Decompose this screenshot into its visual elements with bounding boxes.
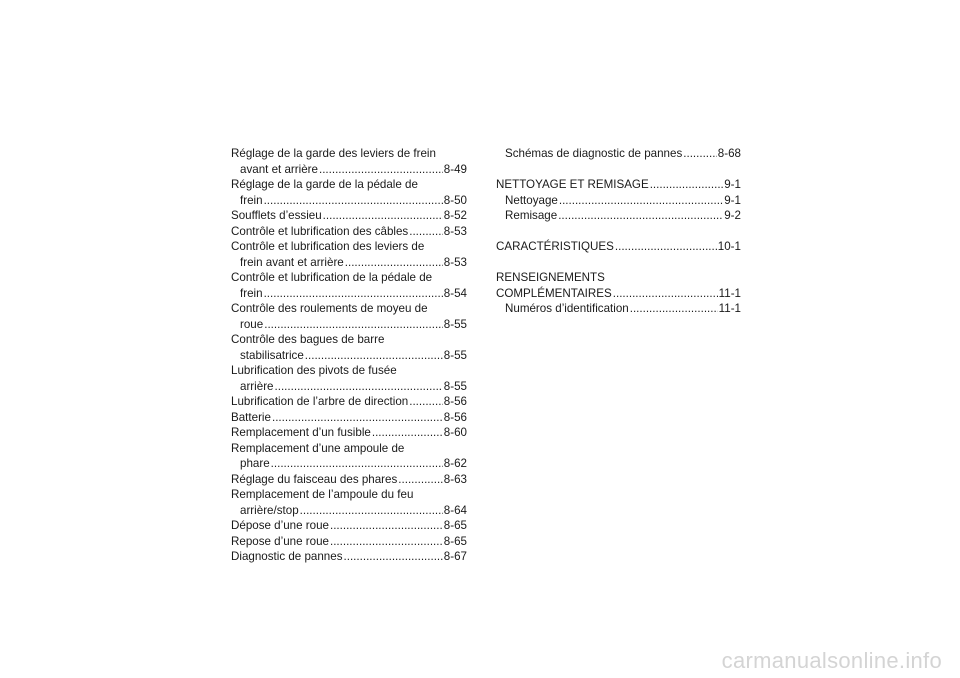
- toc-entry-label: Batterie: [231, 410, 271, 424]
- toc-entry-label-line: Lubrification des pivots de fusée: [231, 364, 397, 377]
- toc-page-number: 8-65: [443, 519, 467, 532]
- toc-right-column: [496, 146, 741, 317]
- toc-page-number: 8-63: [443, 472, 467, 486]
- toc-page-number: 8-64: [443, 503, 467, 517]
- toc-page-number: 8-54: [443, 286, 467, 300]
- toc-page-number: 8-65: [443, 534, 467, 548]
- toc-page-number: 8-55: [443, 317, 467, 331]
- toc-page-number: 9-1: [724, 178, 741, 191]
- toc-entry[interactable]: [231, 487, 467, 518]
- toc-page-number: 8-55: [443, 379, 467, 393]
- dot-leader: [345, 255, 443, 271]
- toc-chapter-label: CARACTÉRISTIQUES: [496, 240, 614, 253]
- toc-entry[interactable]: [231, 301, 467, 332]
- dot-leader: [330, 534, 443, 550]
- toc-entry-label: Diagnostic de pannes: [231, 550, 343, 563]
- toc-page-number: 8-49: [443, 162, 467, 176]
- toc-left-column: [231, 146, 467, 565]
- toc-page-number: 9-1: [724, 193, 741, 207]
- toc-entry[interactable]: [231, 518, 467, 534]
- dot-leader: [398, 472, 442, 488]
- toc-entry[interactable]: [231, 239, 467, 270]
- dot-leader: [319, 162, 443, 178]
- toc-entry-label: arrière/stop: [240, 503, 299, 517]
- toc-entry[interactable]: [231, 177, 467, 208]
- toc-page-number: 8-60: [443, 426, 467, 439]
- toc-entry-label-line: Réglage de la garde de la pédale de: [231, 178, 418, 191]
- toc-entry[interactable]: [231, 332, 467, 363]
- toc-entry-label: Dépose d’une roue: [231, 519, 329, 532]
- toc-entry[interactable]: [231, 425, 467, 441]
- dot-leader: [264, 317, 443, 333]
- toc-page-number: 8-52: [443, 209, 467, 222]
- toc-entry[interactable]: [231, 472, 467, 488]
- toc-entry-label-line: Contrôle des roulements de moyeu de: [231, 302, 428, 315]
- toc-chapter-renseignements[interactable]: [496, 270, 741, 301]
- toc-entry-label: Nettoyage: [505, 193, 558, 207]
- toc-page-number: 8-67: [443, 550, 467, 563]
- toc-entry[interactable]: [231, 410, 467, 426]
- toc-entry[interactable]: [231, 363, 467, 394]
- toc-page-number: 8-50: [443, 193, 467, 207]
- dot-leader: [559, 193, 723, 209]
- toc-page-number: 8-56: [443, 410, 467, 424]
- toc-entry-label-line: Contrôle et lubrification de la pédale de: [231, 271, 433, 284]
- dot-leader: [409, 394, 443, 410]
- toc-entry-label: Remplacement d’un fusible: [231, 426, 371, 439]
- toc-entry-nettoyage[interactable]: [496, 193, 741, 209]
- dot-leader: [264, 286, 443, 302]
- toc-chapter-label-line1: RENSEIGNEMENTS: [496, 271, 605, 284]
- toc-entry[interactable]: [231, 224, 467, 240]
- toc-entry-label: roue: [240, 317, 264, 331]
- dot-leader: [558, 208, 723, 224]
- toc-entry-label: stabilisatrice: [240, 348, 304, 362]
- dot-leader: [271, 456, 443, 472]
- toc-page-number: 11-1: [718, 302, 741, 315]
- toc-entry-label: frein avant et arrière: [240, 255, 344, 269]
- dot-leader: [264, 193, 443, 209]
- dot-leader: [613, 286, 718, 302]
- toc-page-number: 8-62: [443, 457, 467, 470]
- toc-chapter-label: COMPLÉMENTAIRES: [496, 286, 612, 300]
- toc-entry-schemas-diagnostic[interactable]: [496, 146, 741, 162]
- dot-leader: [615, 239, 717, 255]
- dot-leader: [372, 425, 443, 441]
- toc-entry-label: Remisage: [505, 209, 558, 222]
- dot-leader: [275, 379, 443, 395]
- toc-page-number: 8-56: [443, 395, 467, 408]
- toc-entry-label: Contrôle et lubrification des câbles: [231, 224, 409, 238]
- toc-entry-label-line: Réglage de la garde des leviers de frein: [231, 147, 436, 160]
- toc-entry-label: frein: [240, 193, 263, 207]
- toc-entry-label-line: Contrôle des bagues de barre: [231, 333, 385, 346]
- toc-entry[interactable]: [231, 441, 467, 472]
- toc-entry-label: arrière: [240, 379, 274, 393]
- toc-page-number: 11-1: [718, 286, 741, 300]
- toc-page-number: 10-1: [717, 240, 741, 253]
- dot-leader: [272, 410, 443, 426]
- dot-leader: [300, 503, 443, 519]
- toc-page-number: 8-68: [717, 147, 741, 160]
- toc-page-number: 8-53: [443, 255, 467, 269]
- toc-entry[interactable]: [231, 394, 467, 410]
- dot-leader: [323, 208, 443, 224]
- toc-entry-label: Réglage du faisceau des phares: [231, 472, 398, 486]
- toc-entry-remisage[interactable]: [496, 208, 741, 224]
- toc-entry-label: avant et arrière: [240, 162, 318, 176]
- toc-chapter-caracteristiques[interactable]: [496, 239, 741, 255]
- toc-entry-label-line: Contrôle et lubrification des leviers de: [231, 240, 425, 253]
- toc-entry-label: Numéros d’identification: [505, 302, 629, 315]
- dot-leader: [650, 177, 724, 193]
- toc-chapter-nettoyage-remisage[interactable]: [496, 177, 741, 193]
- dot-leader: [305, 348, 443, 364]
- watermark-text: carmanualsonline.info: [721, 648, 942, 673]
- toc-entry-label-line: Remplacement d’une ampoule de: [231, 441, 405, 455]
- toc-entry-numeros-identification[interactable]: [496, 301, 741, 317]
- toc-page-number: 9-2: [724, 209, 741, 222]
- toc-chapter-label: NETTOYAGE ET REMISAGE: [496, 178, 649, 191]
- dot-leader: [344, 549, 443, 565]
- toc-entry-label: Soufflets d’essieu: [231, 209, 322, 222]
- toc-entry-label: Lubrification de l’arbre de direction: [231, 395, 409, 408]
- dot-leader: [409, 224, 443, 240]
- toc-entry[interactable]: [231, 146, 467, 177]
- toc-entry-label: Repose d’une roue: [231, 534, 329, 548]
- toc-entry[interactable]: [231, 549, 467, 565]
- toc-page-number: 8-53: [443, 224, 467, 238]
- dot-leader: [630, 301, 718, 317]
- toc-entry-label: frein: [240, 286, 263, 300]
- toc-entry-label: phare: [240, 457, 270, 470]
- toc-entry[interactable]: [231, 534, 467, 550]
- toc-page-number: 8-55: [443, 348, 467, 362]
- dot-leader: [683, 146, 717, 162]
- toc-entry[interactable]: [231, 270, 467, 301]
- toc-entry[interactable]: [231, 208, 467, 224]
- toc-entry-label-line: Remplacement de l’ampoule du feu: [231, 488, 414, 501]
- toc-entry-label: Schémas de diagnostic de pannes: [505, 147, 683, 160]
- dot-leader: [330, 518, 443, 534]
